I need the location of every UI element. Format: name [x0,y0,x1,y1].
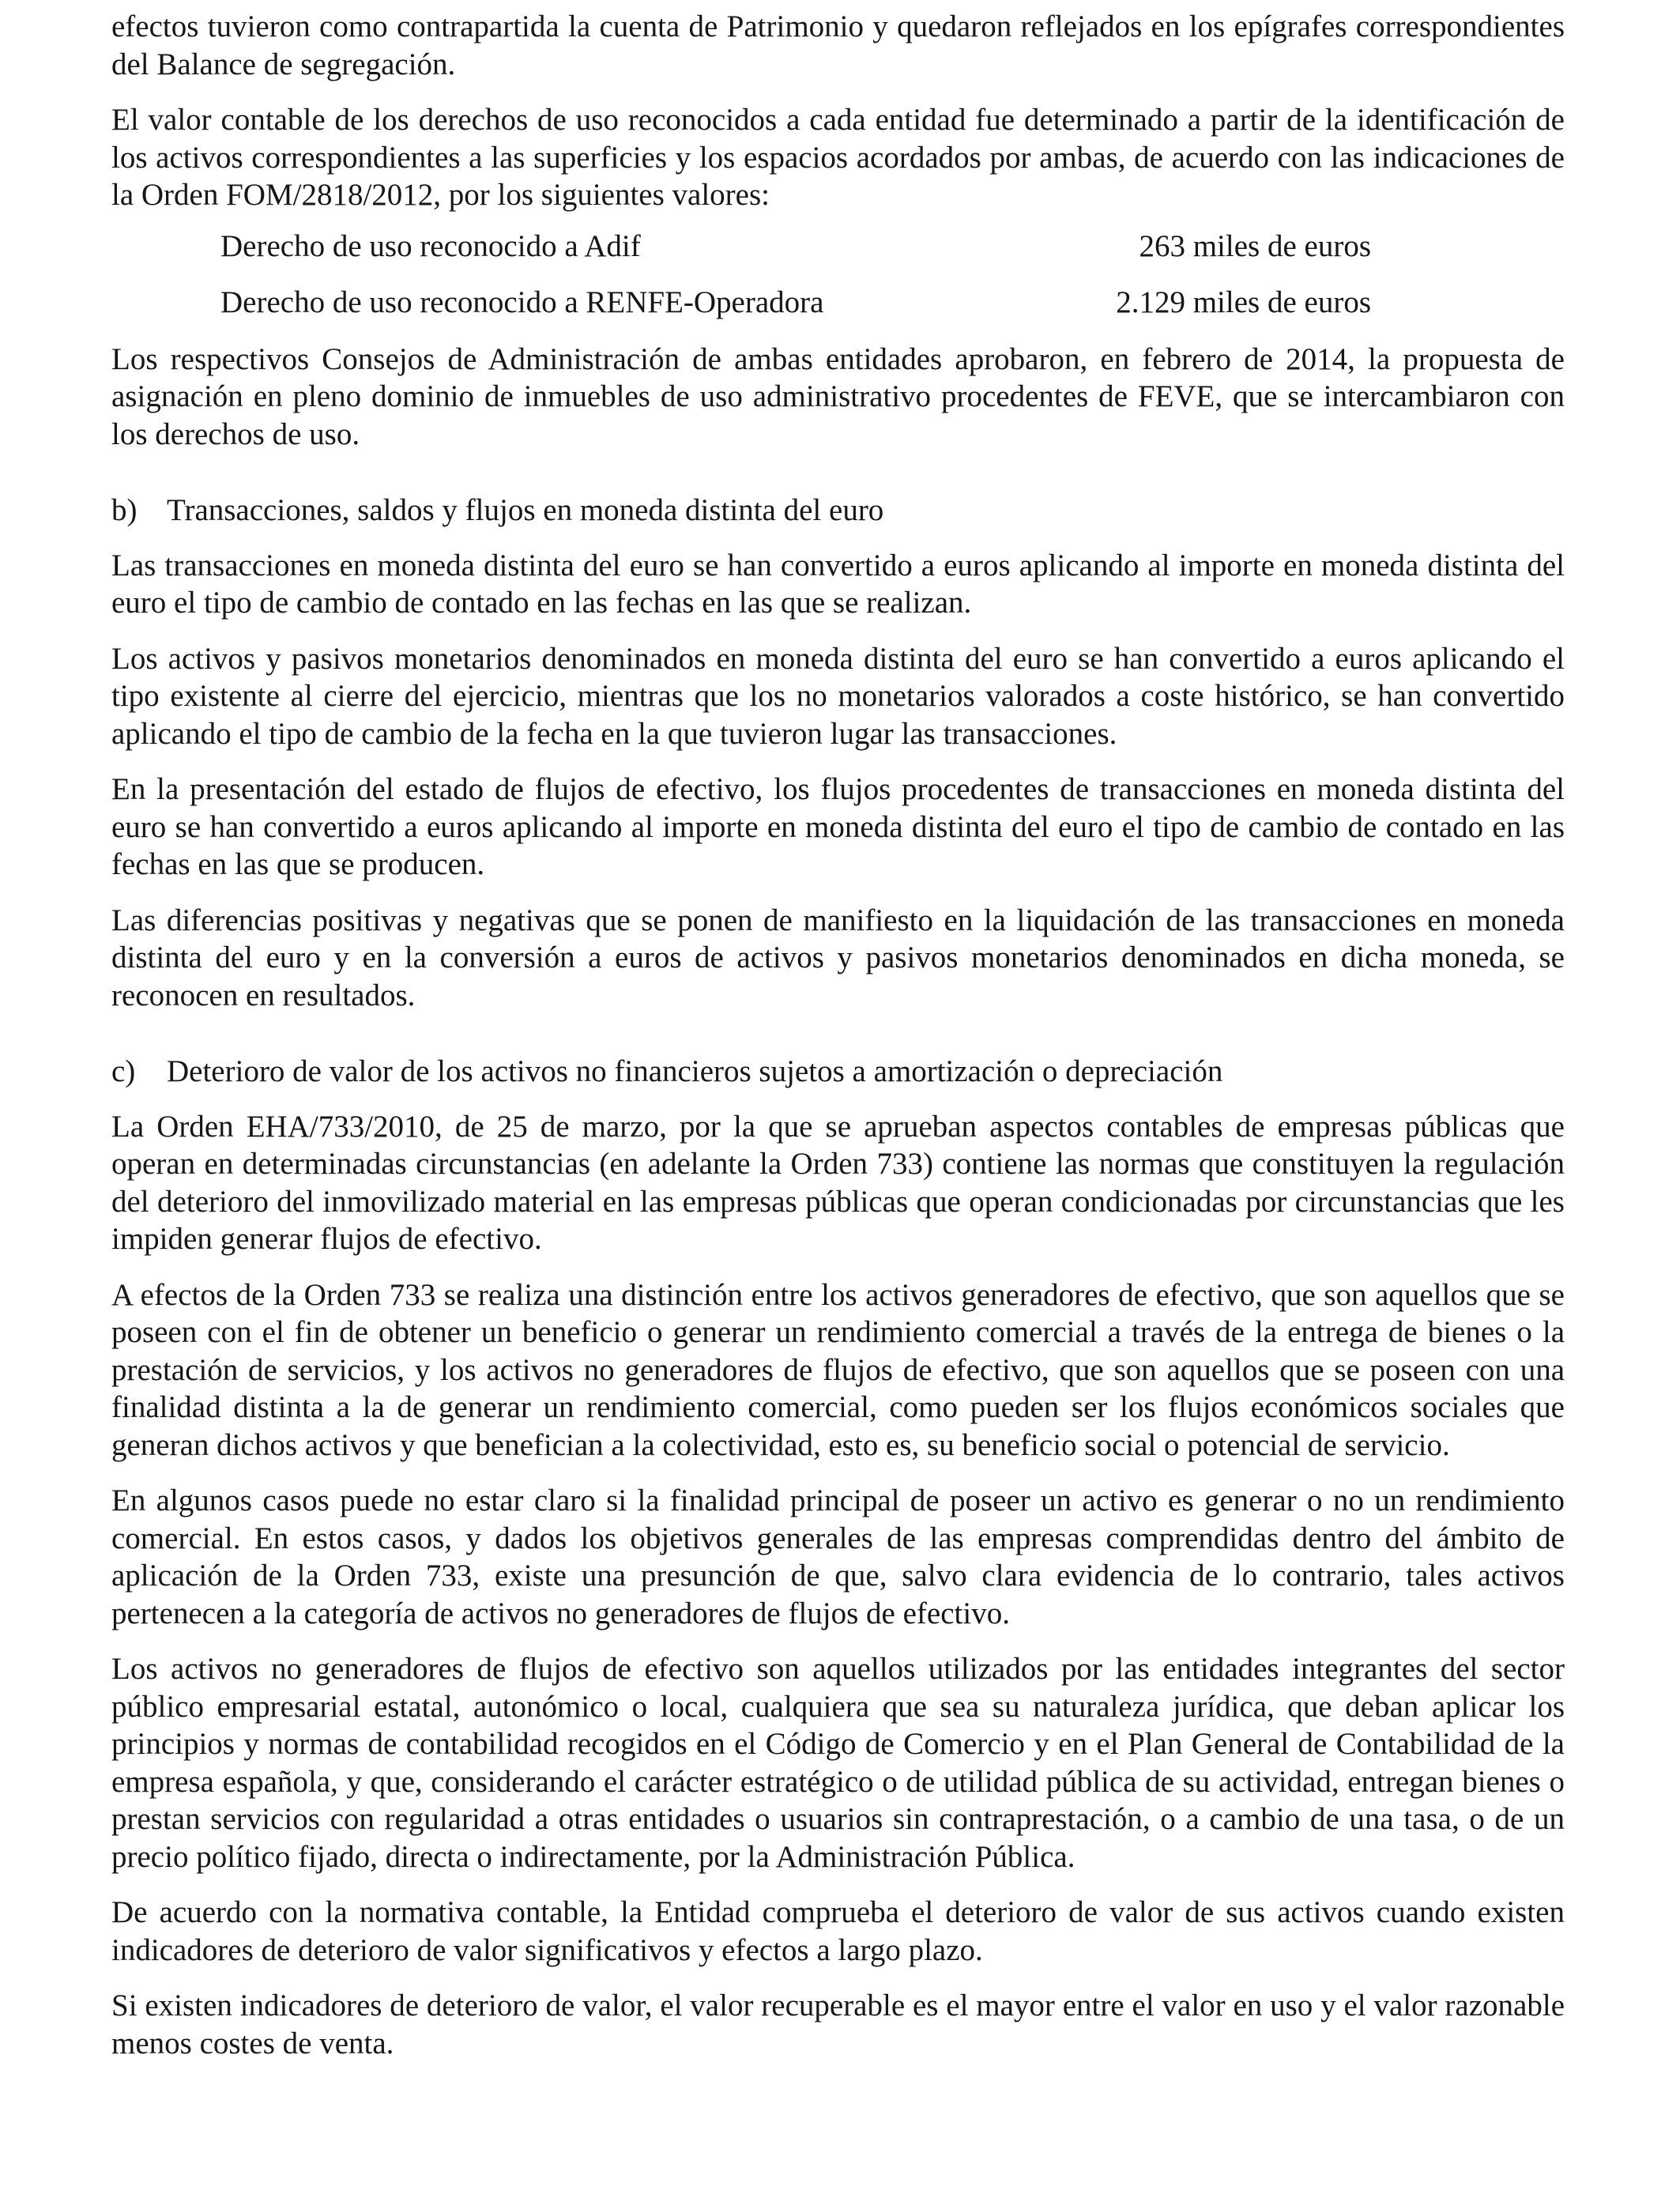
section-title: Transacciones, saldos y flujos en moneda distinta del euro [167,493,884,527]
section-heading-c [111,1053,1565,1091]
paragraph: Los activos y pasivos monetarios denominados en moneda distinta del euro se han convertido a euros aplicando el tipo existente al cierre del ejercicio, mientras que los no monetarios valorados a coste histórico, se han convertido aplicando el tipo de cambio de la fecha en la que tuvieron lugar las transacciones. [111,641,1565,751]
value-row-adif [111,228,1565,266]
paragraph-patrimonio-continuation: efectos tuvieron como contrapartida la cuenta de Patrimonio y quedaron reflejados en los epígrafes correspondientes del Balance de segregación. [111,9,1565,81]
paragraph: Las transacciones en moneda distinta del euro se han convertido a euros aplicando al importe en moneda distinta del euro el tipo de cambio de contado en las fechas en las que se realizan. [111,548,1565,620]
paragraph: Si existen indicadores de deterioro de valor, el valor recuperable es el mayor entre el valor en uso y el valor razonable menos costes de venta. [111,1989,1565,2060]
paragraph: La Orden EHA/733/2010, de 25 de marzo, por la que se aprueban aspectos contables de empresas públicas que operan en determinadas circunstancias (en adelante la Orden 733) contiene las normas que constituyen la regulación del deterioro del inmovilizado material en las empresas públicas que operan condicionadas por circunstancias que les impiden generar flujos de efectivo. [111,1109,1565,1256]
rights-of-use-values [111,228,1565,322]
paragraph: A efectos de la Orden 733 se realiza una distinción entre los activos generadores de efectivo, que son aquellos que se poseen con el fin de obtener un beneficio o generar un rendimiento comercial a través de la entrega de bienes o la prestación de servicios, y los activos no generadores de flujos de efectivo, que son aquellos que se poseen con una finalidad distinta a la de generar un rendimiento comercial, como pueden ser los flujos económicos sociales que generan dichos activos y que benefician a la colectividad, esto es, su beneficio social o potencial de servicio. [111,1277,1565,1462]
paragraph-consejos-administracion: Los respectivos Consejos de Administración de ambas entidades aprobaron, en febrero de 2014, la propuesta de asignación en pleno dominio de inmuebles de uso administrativo procedentes de FEVE, que se intercambiaron con los derechos de uso. [111,341,1565,451]
section-heading-b [111,492,1565,530]
value-label: Derecho de uso reconocido a Adif [220,228,641,263]
section-letter: b) [111,493,137,527]
paragraph: En la presentación del estado de flujos de efectivo, los flujos procedentes de transacciones en moneda distinta del euro se han convertido a euros aplicando al importe en moneda distinta del euro el tipo de cambio de contado en las fechas en las que se producen. [111,772,1565,881]
section-letter: c) [111,1054,136,1088]
value-amount: 2.129 miles de euros [1116,285,1371,319]
value-row-renfe [111,284,1565,322]
paragraph: Las diferencias positivas y negativas que se ponen de manifiesto en la liquidación de las transacciones en moneda distinta del euro y en la conversión a euros de activos y pasivos monetarios denominados en dicha moneda, se reconocen en resultados. [111,903,1565,1012]
document-page [111,8,1565,2080]
paragraph: Los activos no generadores de flujos de efectivo son aquellos utilizados por las entidades integrantes del sector público empresarial estatal, autonómico o local, cualquiera que sea su naturaleza jurídica, que deban aplicar los principios y normas de contabilidad recogidos en el Código de Comercio y en el Plan General de Contabilidad de la empresa española, y que, considerando el carácter estratégico o de utilidad pública de su actividad, entregan bienes o prestan servicios con regularidad a otras entidades o usuarios sin contraprestación, o a cambio de una tasa, o de un precio político fijado, directa o indirectamente, por la Administración Pública. [111,1652,1565,1874]
paragraph: En algunos casos puede no estar claro si la finalidad principal de poseer un activo es generar o no un rendimiento comercial. En estos casos, y dados los objetivos generales de las empresas comprendidas dentro del ámbito de aplicación de la Orden 733, existe una presunción de que, salvo clara evidencia de lo contrario, tales activos pertenecen a la categoría de activos no generadores de flujos de efectivo. [111,1483,1565,1630]
value-label: Derecho de uso reconocido a RENFE-Operadora [220,285,824,319]
value-amount: 263 miles de euros [1139,228,1371,263]
section-title: Deterioro de valor de los activos no financieros sujetos a amortización o depreciación [167,1054,1223,1088]
paragraph-valor-contable-derechos: El valor contable de los derechos de uso reconocidos a cada entidad fue determinado a partir de la identificación de los activos correspondientes a las superficies y los espacios acordados por ambas, de acuerdo con las indicaciones de la Orden FOM/2818/2012, por los siguientes valores: [111,103,1565,212]
paragraph: De acuerdo con la normativa contable, la Entidad comprueba el deterioro de valor de sus activos cuando existen indicadores de deterioro de valor significativos y efectos a largo plazo. [111,1895,1565,1967]
